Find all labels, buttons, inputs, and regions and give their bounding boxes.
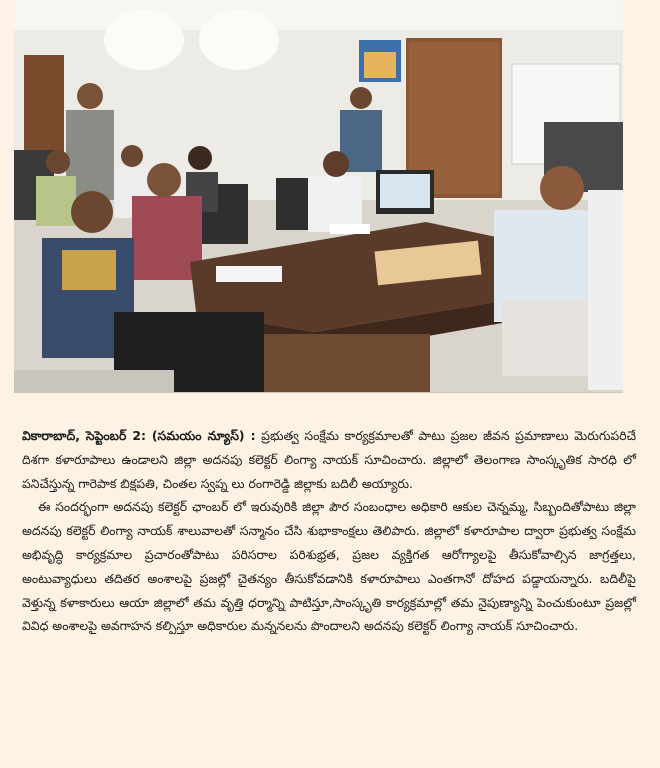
paragraph-1: [22, 424, 636, 495]
article-body: [22, 424, 636, 638]
dateline: వికారాబాద్, సెప్టెంబర్ 2: (సమయం న్యూస్) :: [22, 428, 256, 443]
paragraph-1-text: ప్రభుత్వ సంక్షేమ కార్యక్రమాలతో పాటు ప్రజల జీవన ప్రమాణాలు మెరుగుపరిచే దిశగా కళారూపాలు ఉండాలని జిల్లా అదనపు కలెక్టర్ లింగ్యా నాయక్ సూచించారు. జిల్లాలో తెలంగాణ సాంస్కృతిక సారధి లో పనిచేస్తున్న గారెపాక బిక్షపతి, చింతల స్వప్న లు రంగారెడ్డి జిల్లాకు బదిలీ అయ్యారు.: [22, 428, 636, 491]
paragraph-2: ఈ సందర్భంగా అదనపు కలెక్టర్ ఛాంబర్ లో ఇరువురికి జిల్లా పౌర సంబంధాల అధికారి ఆకుల చెన్నమ్మ, సిబ్బందితోపాటు జిల్లా అదనపు కలెక్టర్ లింగ్యా నాయక్ శాలువాలతో సన్మానం చేసి శుభాకాంక్షలు తెలిపారు. జిల్లాలో కళారూపాల ద్వారా ప్రభుత్వ సంక్షేమ అభివృద్ధి కార్యక్రమాల ప్రచారంతోపాటు పరిసరాల పరిశుభ్రత, ప్రజల వ్యక్తిగత ఆరోగ్యాలపై తీసుకోవాల్సిన జాగ్రత్తలు, అంటువ్యాధులు తదితర అంశాలపై ప్రజల్లో చైతన్యం తీసుకోవడానికి కళారూపాలు ఎంతగానో దోహద పడ్డాయన్నారు. బదిలీపై వెళ్తున్న కళాకారులు ఆయా జిల్లాలో తమ వృత్తి ధర్మాన్ని పాటిస్తూ,సాంస్కృతి కార్యక్రమాల్లో తమ నైపుణ్యాన్ని పెంచుకుంటూ ప్రజల్లో వివిధ అంశాలపై అవగాహన కల్పిస్తూ అధికారుల మన్ననలను పొందాలని అదనపు కలెక్టర్ లింగ్యా నాయక్ సూచించారు.: [22, 499, 636, 634]
news-photo: [14, 0, 623, 393]
meeting-room-photo: [14, 0, 623, 392]
